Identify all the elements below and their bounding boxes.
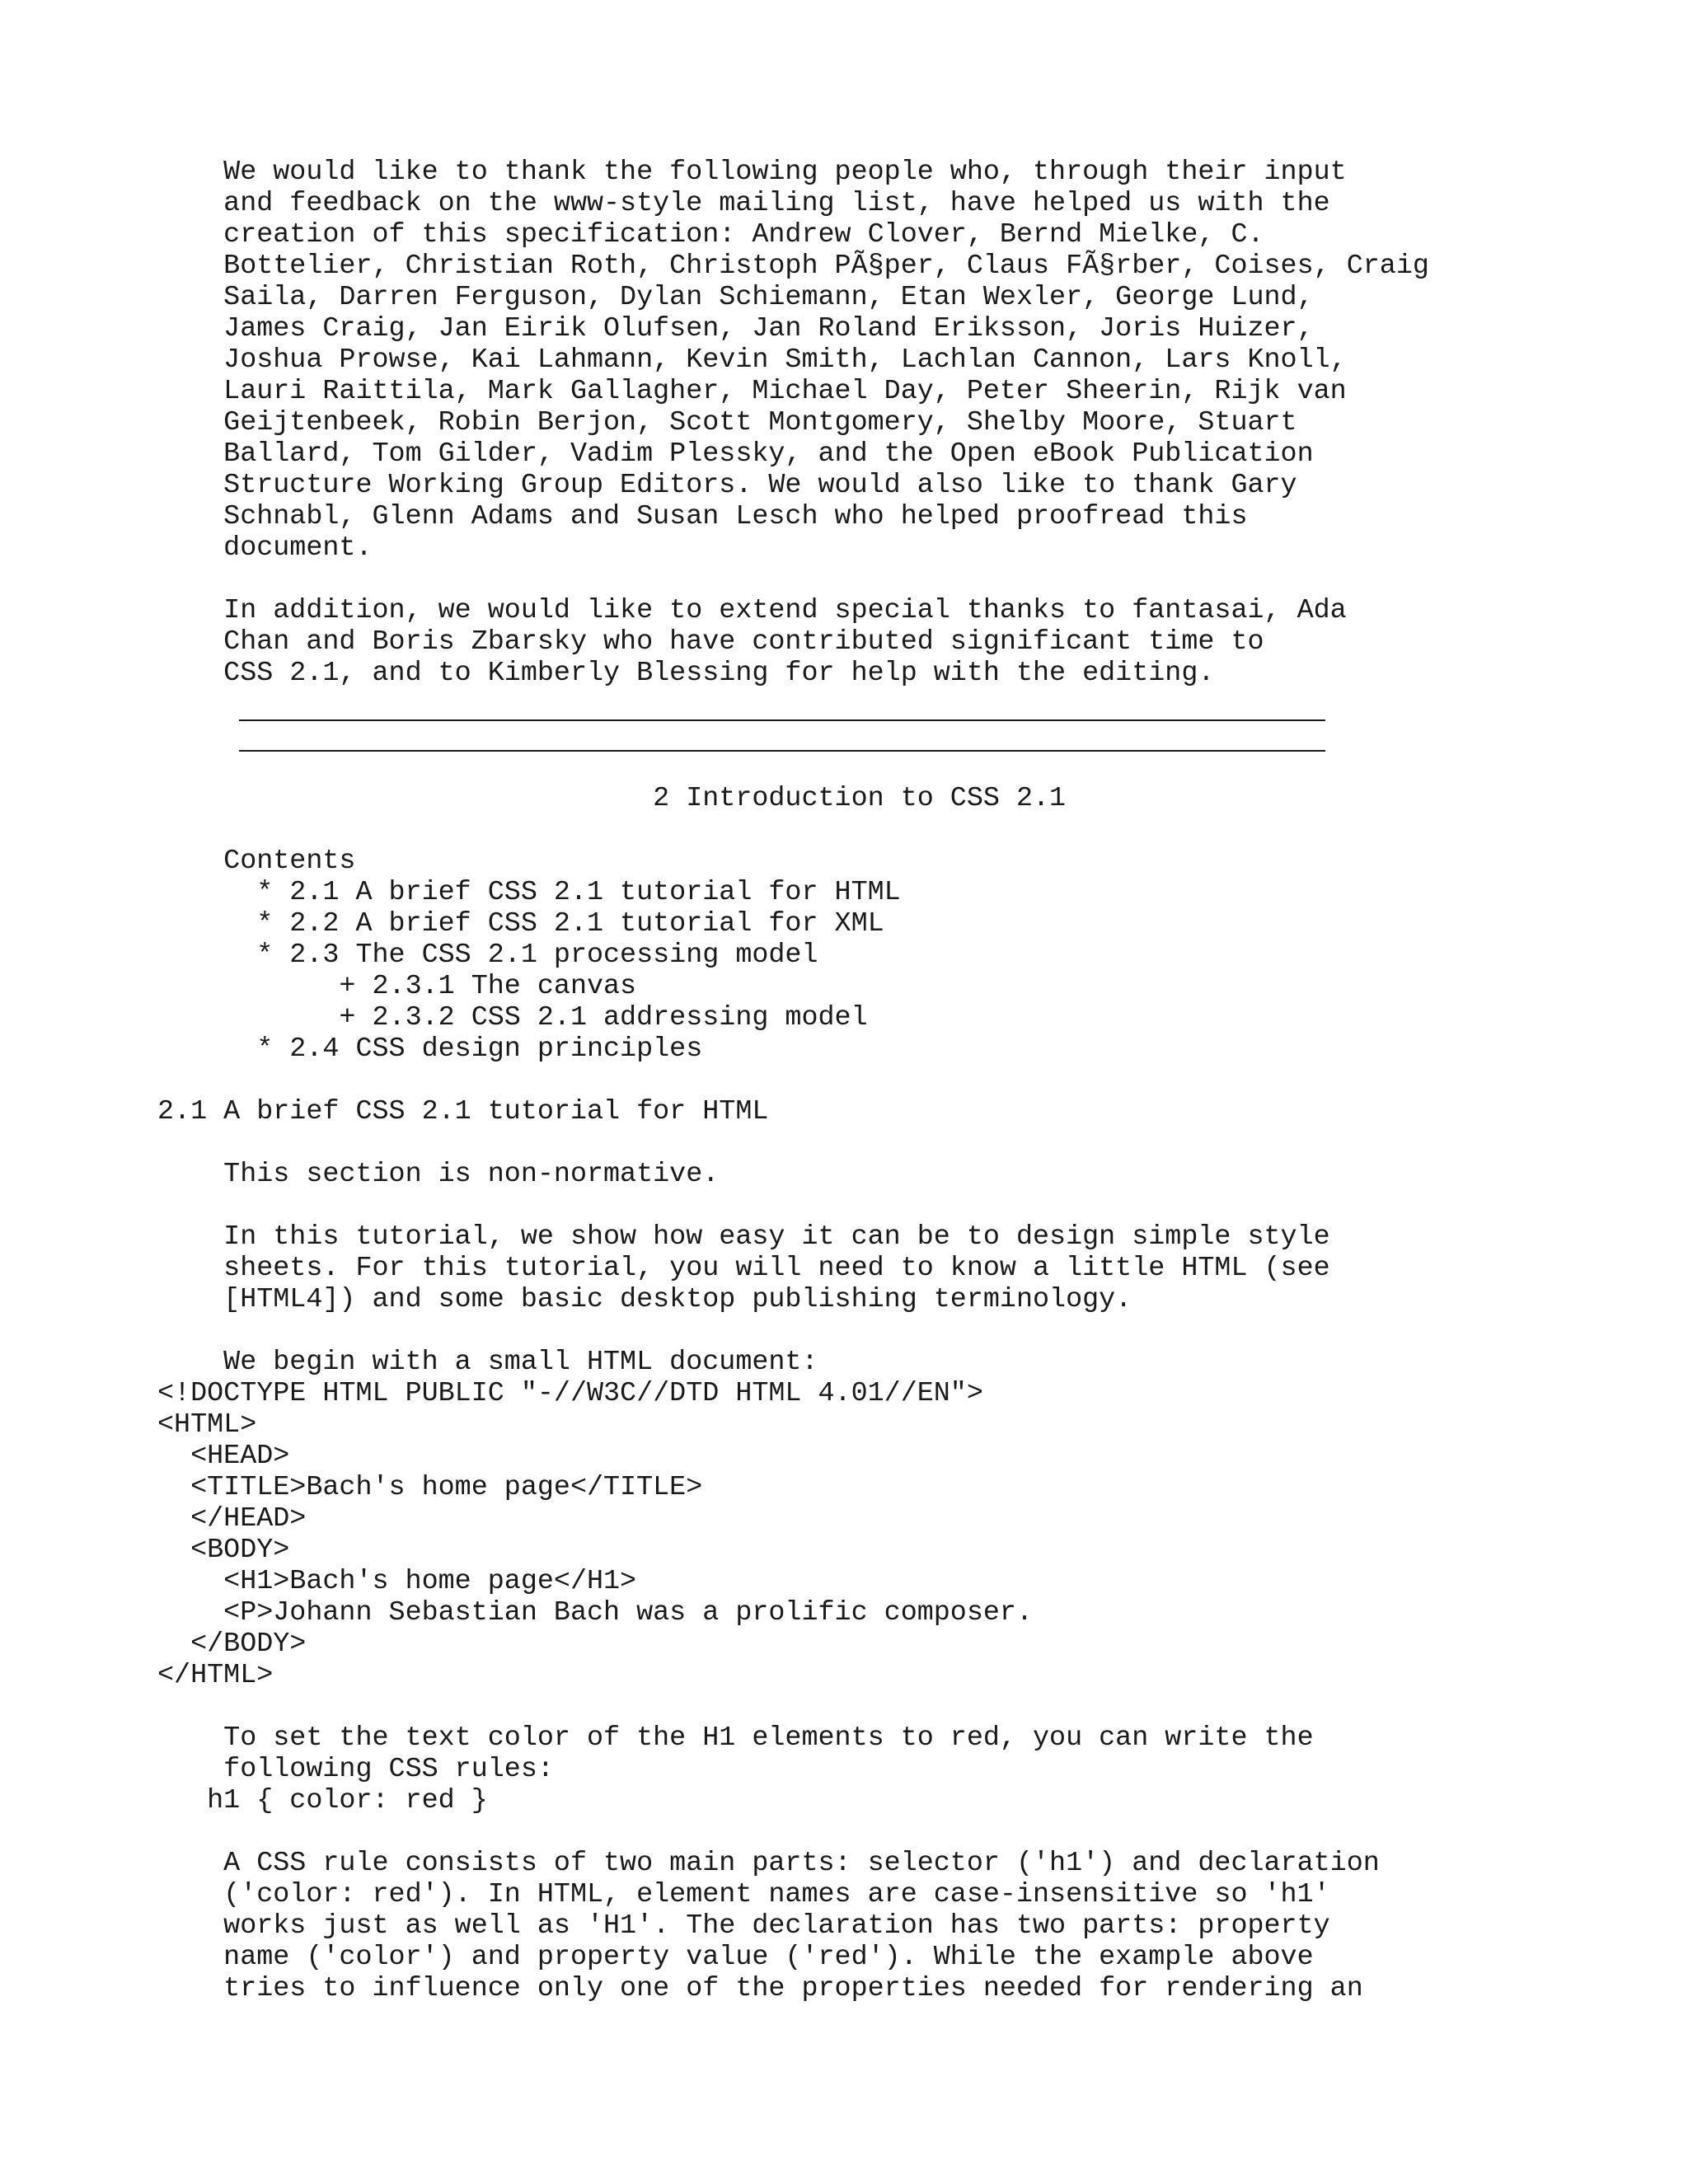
toc-item[interactable]: * 2.1 A brief CSS 2.1 tutorial for HTML bbox=[157, 877, 901, 908]
text-line: We would like to thank the following people who, through their input bbox=[157, 157, 1347, 188]
text-line: Joshua Prowse, Kai Lahmann, Kevin Smith, Lachlan Cannon, Lars Knoll, bbox=[157, 344, 1347, 376]
code-line: <TITLE>Bach's home page</TITLE> bbox=[157, 1472, 703, 1503]
horizontal-rule bbox=[239, 719, 1325, 721]
toc-item[interactable]: * 2.2 A brief CSS 2.1 tutorial for XML bbox=[157, 908, 884, 940]
css-rule-example: h1 { color: red } bbox=[157, 1785, 488, 1816]
chapter-title: 2 Introduction to CSS 2.1 bbox=[157, 783, 1067, 814]
text-line: Structure Working Group Editors. We would also like to thank Gary bbox=[157, 470, 1297, 501]
text-line: Lauri Raittila, Mark Gallagher, Michael Day, Peter Sheerin, Rijk van bbox=[157, 376, 1347, 407]
text-line: Bottelier, Christian Roth, Christoph PÃ§per, Claus FÃ§rber, Coises, Craig bbox=[157, 251, 1429, 282]
text-line: In this tutorial, we show how easy it can be to design simple style bbox=[157, 1221, 1330, 1253]
code-line: <BODY> bbox=[157, 1535, 290, 1566]
text-line: CSS 2.1, and to Kimberly Blessing for help with the editing. bbox=[157, 658, 1215, 689]
text-line: sheets. For this tutorial, you will need to know a little HTML (see bbox=[157, 1253, 1330, 1284]
text-line: document. bbox=[157, 532, 373, 564]
contents-heading: Contents bbox=[157, 846, 356, 877]
text-line: Geijtenbeek, Robin Berjon, Scott Montgomery, Shelby Moore, Stuart bbox=[157, 407, 1297, 438]
code-line: </HTML> bbox=[157, 1660, 274, 1691]
text-line: works just as well as 'H1'. The declaration has two parts: property bbox=[157, 1910, 1330, 1942]
text-line: Saila, Darren Ferguson, Dylan Schiemann, Etan Wexler, George Lund, bbox=[157, 282, 1314, 313]
code-line: <!DOCTYPE HTML PUBLIC "-//W3C//DTD HTML 4.01//EN"> bbox=[157, 1378, 983, 1409]
code-line: <HTML> bbox=[157, 1409, 257, 1441]
text-line: A CSS rule consists of two main parts: selector ('h1') and declaration bbox=[157, 1848, 1380, 1879]
code-line: </HEAD> bbox=[157, 1503, 307, 1535]
horizontal-rule bbox=[239, 750, 1325, 752]
toc-subitem[interactable]: + 2.3.1 The canvas bbox=[157, 971, 637, 1002]
text-line: We begin with a small HTML document: bbox=[157, 1347, 818, 1378]
text-line: tries to influence only one of the properties needed for rendering an bbox=[157, 1973, 1363, 2004]
text-line: Ballard, Tom Gilder, Vadim Plessky, and the Open eBook Publication bbox=[157, 438, 1314, 470]
code-line: <H1>Bach's home page</H1> bbox=[157, 1566, 637, 1597]
toc-item[interactable]: * 2.3 The CSS 2.1 processing model bbox=[157, 940, 818, 971]
text-line: creation of this specification: Andrew Clover, Bernd Mielke, C. bbox=[157, 219, 1264, 251]
text-line: Chan and Boris Zbarsky who have contributed significant time to bbox=[157, 626, 1264, 658]
code-line: <P>Johann Sebastian Bach was a prolific composer. bbox=[157, 1597, 1033, 1629]
text-line: ('color: red'). In HTML, element names are case-insensitive so 'h1' bbox=[157, 1879, 1330, 1910]
text-line: name ('color') and property value ('red'). While the example above bbox=[157, 1942, 1314, 1973]
code-line: </BODY> bbox=[157, 1629, 307, 1660]
text-line: Schnabl, Glenn Adams and Susan Lesch who helped proofread this bbox=[157, 501, 1248, 532]
section-heading: 2.1 A brief CSS 2.1 tutorial for HTML bbox=[157, 1096, 769, 1127]
text-line: following CSS rules: bbox=[157, 1754, 554, 1785]
non-normative-note: This section is non-normative. bbox=[157, 1159, 720, 1190]
text-line: In addition, we would like to extend special thanks to fantasai, Ada bbox=[157, 595, 1347, 626]
text-line: and feedback on the www-style mailing list, have helped us with the bbox=[157, 188, 1330, 219]
text-line: James Craig, Jan Eirik Olufsen, Jan Roland Eriksson, Joris Huizer, bbox=[157, 313, 1314, 344]
text-line: [HTML4]) and some basic desktop publishing terminology. bbox=[157, 1284, 1132, 1315]
toc-item[interactable]: * 2.4 CSS design principles bbox=[157, 1033, 703, 1065]
text-line: To set the text color of the H1 elements to red, you can write the bbox=[157, 1722, 1314, 1754]
toc-subitem[interactable]: + 2.3.2 CSS 2.1 addressing model bbox=[157, 1002, 868, 1033]
code-line: <HEAD> bbox=[157, 1441, 290, 1472]
